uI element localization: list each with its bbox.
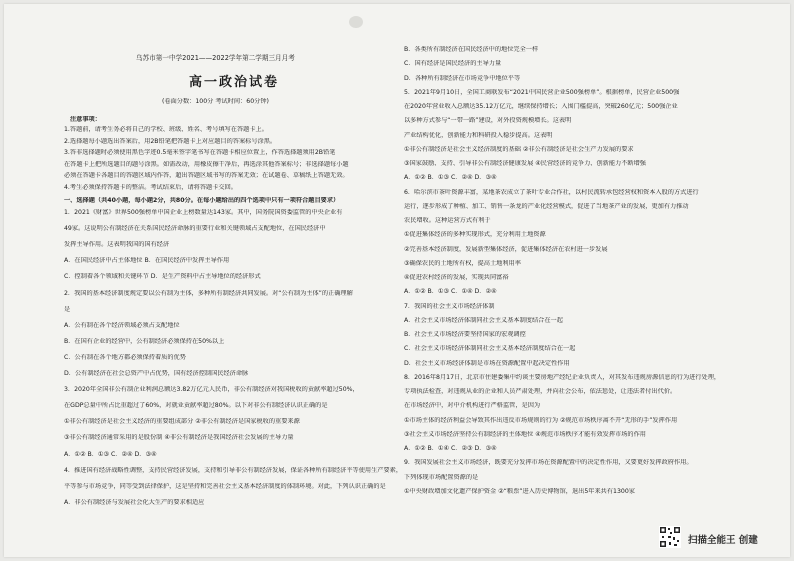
question-line: 4．推进国有经济战略性调整，支持民营经济发展，支持和引导非公有制经济发展，保证各种所有制经济平等使用生产要素，: [64, 466, 403, 474]
question-line: A．社会主义市场经济体制同社会主义基本制度结合在一起: [404, 316, 563, 324]
question-line: B．社会主义市场经济要坚持国家的宏观调控: [404, 331, 526, 338]
question-line: A．非公有制经济与发展社会化大生产的要求相适应: [64, 498, 205, 506]
note-line: 4.考生必须保持答题卡的整洁。考试结束后，请将答题卡交回。: [64, 183, 237, 191]
question-line: 7．我国的社会主义市场经济体制: [404, 302, 495, 310]
question-line: B．在国有企业的经营中，公有制经济必须保持在50%以上: [64, 337, 225, 345]
question-line: 3．2020年全国非公有制企业利润总额达3.82万亿元人民币，非公有制经济对我国税收的贡献率超过50%，: [64, 386, 359, 394]
question-line: C．控制着各个领域和关键环节 D．是生产资料中占主导地位的经济形式: [64, 273, 261, 281]
question-line: 运行，逐步形成了种植、加工、销售一条龙的产业化经营模式，促进了当地茶产业的发展，更加有力推动: [404, 202, 689, 210]
question-line: A．①② B．①③ C．②④ D．③④: [404, 174, 497, 182]
question-line: 平等参与市场竞争，同等受到法律保护，这是坚持和完善社会主义基本经济制度的体制环境。对此，下列认识正确的是: [64, 482, 386, 490]
question-line: 49家。这说明公有制经济在关系国民经济命脉的重要行业和关键领域占支配地位，在国民经济中: [64, 225, 326, 233]
question-line: D．公有制经济在社会总资产中占优势，国有经济控制国民经济命脉: [64, 370, 249, 377]
question-line: ③国家鼓励、支持、引导非公有制经济健康发展 ④民营经济的竞争力、创新能力不断增强: [404, 160, 646, 167]
question-line: 农民增收。这种运营方式有利于: [404, 217, 491, 224]
question-line: 在市场经济中，对中介机构进行严格监管，是因为: [404, 402, 541, 410]
question-line: 发挥主导作用。这表明我国的国有经济: [64, 241, 170, 249]
scan-smudge: [349, 16, 363, 28]
question-line: A．①② B．①④ C．②③ D．③④: [404, 445, 497, 452]
exam-meta: (卷面分数：100分 考试时间：60分钟): [162, 98, 269, 105]
question-line: A．公有制在各个经济领域必须占支配地位: [64, 321, 180, 329]
question-line: ③确保农民的土地所有权，提高土地利用率: [404, 259, 521, 267]
question-line: C．社会主义市场经济体制同社会主义基本经济制度结合在一起: [404, 345, 576, 353]
question-line: 在GDP总量中所占比重超过了60%，对就业贡献率超过80%。以下对非公有制经济认识正确的是: [64, 402, 328, 410]
page-title: 高一政治试卷: [189, 75, 280, 90]
scanner-watermark: 扫描全能王 创建: [688, 535, 758, 546]
section-heading: 一、选择题（共40小题，每小题2分，共80分。在每小题给出的四个选项中只有一项符合题目要求）: [64, 197, 340, 204]
question-line: ③非公有制经济通常采用的是股份制 ④非公有制经济是我国经济社会发展的主导力量: [64, 434, 294, 442]
note-line: 必须在答题卡各题目的答题区域内作答，超出答题区域书写的答案无效；在试题卷、草稿纸上答题无效。: [64, 172, 349, 179]
note-line: 2.选择题每小题选出答案后，用2B铅笔把答题卡上对应题目的答案标号涂黑。: [64, 137, 277, 145]
question-line: C．国有经济是国民经济的主导力量: [404, 60, 502, 68]
question-line: B．各类所有制经济在国民经济中的地位完全一样: [404, 46, 539, 53]
exam-paper: [4, 4, 790, 557]
question-line: ①市场主体的经济利益会导致其作出违反市场规则的行为 ②规范市场秩序离不开“无形的手”发挥作用: [404, 416, 678, 424]
question-line: 2．我国的基本经济制度规定要以公有制为主体，多种所有制经济共同发展。对“公有制为主体”的正确理解: [64, 289, 353, 297]
question-line: ①中央财政增加文化遗产保护资金 ②“粮票”进入历史博物馆，退出5年来共有1300家: [404, 487, 635, 495]
question-line: 下列体现市场配置资源的是: [404, 473, 479, 481]
question-line: D．社会主义市场经济体制是市场在资源配置中起决定性作用: [404, 359, 570, 367]
question-line: ③社会主义市场经济坚持公有制经济的主体地位 ④规范市场秩序才能有效发挥市场的作用: [404, 430, 646, 438]
question-line: 产业结构优化，创新能力和科研投入稳步提高。这表明: [404, 131, 553, 139]
question-line: ②完善基本经济制度，发展新型集体经济，促进集体经济在农村进一步发展: [404, 245, 608, 253]
question-line: ①非公有制经济是社会主义经济制度的基础 ②非公有制经济是社会生产力发展的要求: [404, 145, 634, 153]
question-line: 5．2021年9月10日，全国工商联发布“2021中国民营企业500强榜单”。根据榜单，民营企业500强: [404, 88, 680, 96]
note-line: 1.答题前，请考生务必将自己的学校、班级、姓名、考号填写在答题卡上。: [64, 126, 268, 133]
question-line: D．各种所有制经济在市场竞争中地位平等: [404, 74, 521, 82]
notes-heading: 注意事项：: [70, 116, 101, 123]
note-line: 在答题卡上把所选题目的题号涂黑。如需改动，用橡皮擦干净后，再选涂其他答案标号；非选择题每小题: [64, 160, 349, 168]
question-line: 是: [64, 305, 71, 313]
school-exam-line: 乌苏市第一中学2021——2022学年第二学期三月月考: [136, 54, 295, 62]
question-line: 8．2016年8月17日，北京市住建委集中约谈主要房地产经纪企业负责人，对其发布违规房源信息的行为进行处理，: [404, 373, 721, 381]
question-line: ①非公有制经济是社会主义经济的重要组成部分 ②非公有制经济是国家税收的重要来源: [64, 418, 300, 426]
question-line: C．公有制在各个地方都必须保持着质的优势: [64, 353, 186, 361]
question-line: 在2020年营业收入总额达35.12万亿元，继续保持增长；入围门槛提高，突破260亿元；500强企业: [404, 103, 678, 110]
question-line: ①促进集体经济的多种实现形式，充分利用土地资源: [404, 231, 546, 239]
qr-code-icon: [659, 526, 681, 548]
question-line: 9．我国发展社会主义市场经济，既要充分发挥市场在资源配置中的决定性作用，又要更好发挥政府作用。: [404, 459, 693, 467]
question-line: A．①② B．①③ C．②④ D．③④: [64, 450, 157, 458]
question-line: ④促进农村经济的发展，实现共同富裕: [404, 274, 509, 281]
question-line: A．在国民经济中占主体地位 B．在国民经济中发挥主导作用: [64, 257, 230, 265]
question-line: 专项执法检查，对违规从业的企业和人员严肃处理，并向社会公布，依法惩处，让违法者付出代价。: [404, 388, 677, 395]
question-line: 6．哈尔滨市茶叶资源丰富，某地茶农成立了茶叶专业合作社，以村民流转承包经营权和资本入股的方式进行: [404, 188, 699, 196]
question-line: 以多种方式参与“一带一路”建设，对外投资规模增长。这表明: [404, 117, 572, 125]
question-line: A．①② B．①③ C．①④ D．②④: [404, 288, 497, 296]
question-line: 1．2021《财富》世界500强榜单中国企业上榜数量达143家。其中，国务院国资委监管的中央企业有: [64, 209, 343, 216]
note-line: 3.答非选择题时必须使用黑色字迹0.5毫米签字笔书写在答题卡相应位置上，作答选择题须用2B铅笔: [64, 149, 336, 156]
